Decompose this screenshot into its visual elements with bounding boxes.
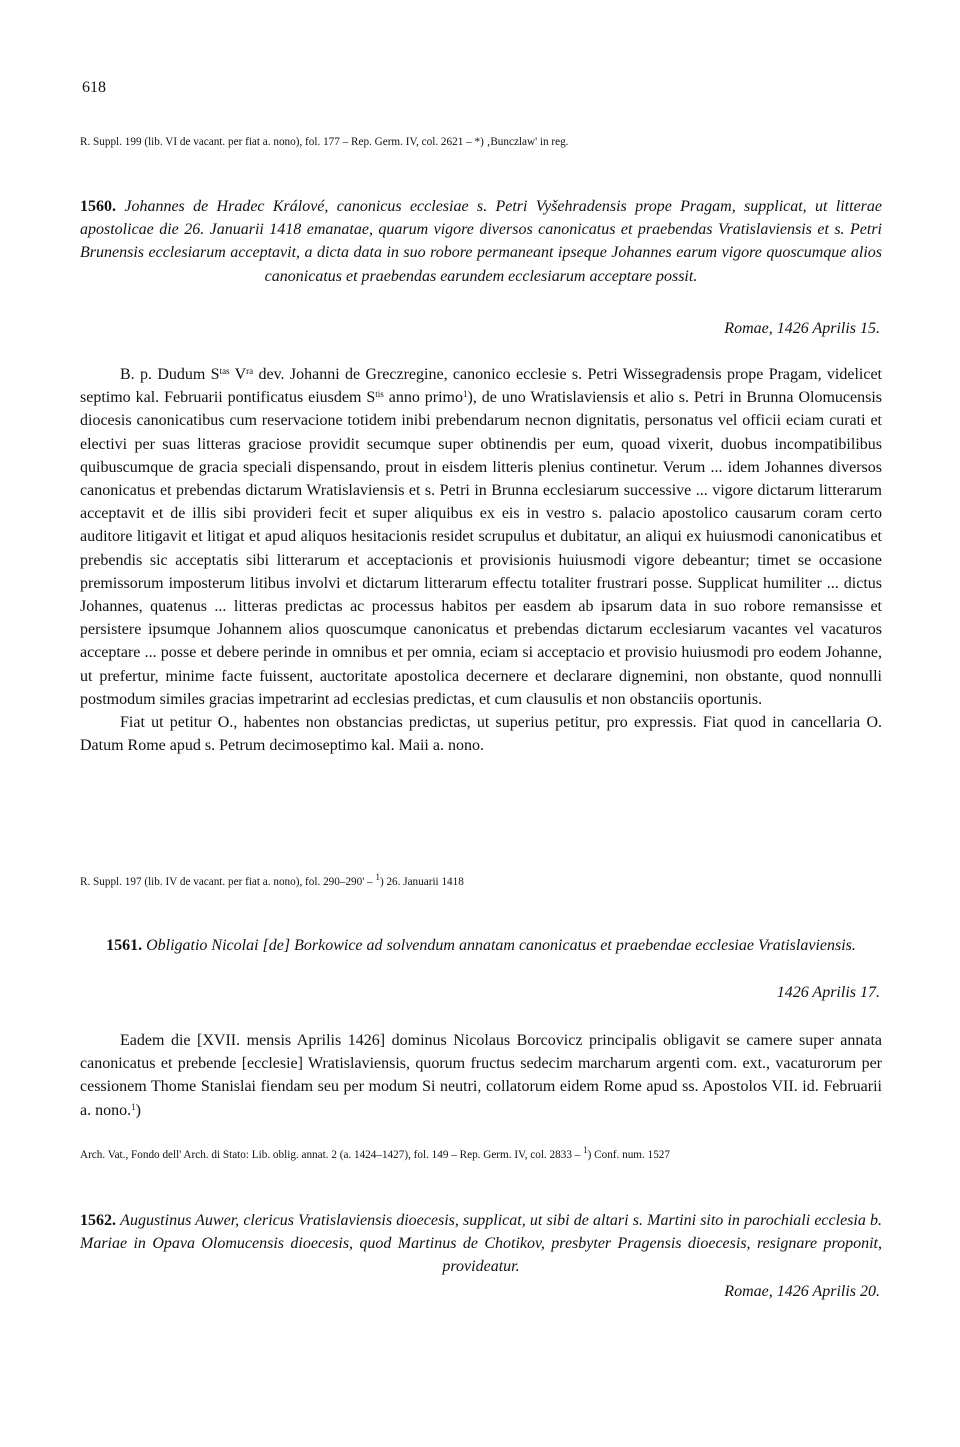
entry-number: 1561.: [106, 937, 143, 954]
body-paragraph: Fiat ut petitur O., habentes non obstancias predictas, ut superius petitur, pro expressis. Fiat quod in cancellaria O. Datum Rome apud s. Petrum decimoseptimo kal. Maii a. nono.: [80, 714, 882, 755]
entry-number: 1560.: [80, 198, 116, 215]
page-number: 618: [82, 79, 106, 96]
body-paragraph: B. p. Dudum $S^{tas}$ $V^{ra}$ dev. Johanni de Greczregine, canonico ecclesie s. Petri Wissegradensis prope Pragam, videlicet septimo kal. Februarii pontificatus eiusdem $S^{tis}$ anno primo$^1$), de uno Wratislaviensis et alio s. Petri in Brunna Olomucensis diocesis canonicatibus cum reservacione totidem inibi prebendarum necnon dignitatis, personatus vel officii eciam curati et electivi per suas litteras graciose providit secumque super obtinendis per eum, quoad vixerit, duobus incompatibilibus quibuscumque de gracia speciali dispensando, prout in eisdem litteris plenius continetur. Verum ... idem Johannes diversos canonicatus et prebendas dictarum Wratislaviensis et s. Petri in Brunna ecclesiarum successive ... vigore dictarum litterarum acceptavit et de illis sibi provideri fecit et super aliquibus ex eis in vestro s. palacio apostolico causarum coram certo auditore litigavit et litigat et apud aliquos hesitacionis residet scrupulus et dubitatur, an aliqui ex huiusmodi canonicatibus et prebendis sic acceptatis sibi litterarum et acceptacionis et provisionis huiusmodi vigore debeantur; timet se occasione premissorum imposterum litibus involvi et dictarum litterarum effectu totaliter frustrari posse. Supplicat humiliter ... dictus Johannes, quatenus ... litteras predictas ac processus habitos per easdem ab ipsarum data in suo robore remansisse et persistere ipsumque Johannem alios quoscumque canonicatus et prebendas dictarum ecclesiarum vacantes vel vacaturos acceptare ... posse et debere perinde in omnibus et per omnia, eciam si acceptacio et provisio huiusmodi pro eodem Johanne, ut prefertur, minime facte fuissent, auctoritate apostolica decernere et declarare dignemini, non obstante, quod nonnulli postmodum similes gracias impetrarint ad ecclesias predictas, et cum clausulis et non obstanciis oportunis.: [80, 366, 883, 708]
entry-heading: [80, 934, 882, 957]
entry-heading: [80, 195, 882, 288]
source-note: R. Suppl. 197 (lib. IV de vacant. per fiat a. nono), fol. 290–290' – $^1$) 26. Januarii 1418: [80, 872, 464, 888]
entry-summary: Obligatio Nicolai [de] Borkowice ad solvendum annatam canonicatus et praebendae ecclesiae Vratislaviensis.: [146, 937, 856, 954]
entry-summary: Johannes de Hradec Králové, canonicus ecclesiae s. Petri Vyšehradensis prope Pragam, supplicat, ut litterae apostolicae die 26. Januarii 1418 emanatae, quarum vigore diversos canonicatus et praebendas Vratislaviensis et s. Petri Brunensis ecclesiarum acceptavit, a dicta data in suo robore permaneant ipseque Johannes earum vigore quoscumque alios canonicatus et praebendas earundem ecclesiarum acceptare possit.: [80, 198, 883, 285]
entry-date: Romae, 1426 Aprilis 20.: [724, 1283, 880, 1300]
source-note: R. Suppl. 199 (lib. VI de vacant. per fiat a. nono), fol. 177 – Rep. Germ. IV, col. 2621 – *) ‚Bunczlaw' in reg.: [80, 136, 569, 148]
entry-summary: Augustinus Auwer, clericus Vratislaviensis dioecesis, supplicat, ut sibi de altari s. Martini sito in parochiali ecclesia b. Mariae in Opava Olomucensis dioecesis, quod Martinus de Chotikov, presbyter Pragensis dioecesis, resignare proponit, provideatur.: [80, 1212, 883, 1276]
entry-number: 1562.: [80, 1212, 116, 1229]
source-note: Arch. Vat., Fondo dell' Arch. di Stato: Lib. oblig. annat. 2 (a. 1424–1427), fol. 149 – Rep. Germ. IV, col. 2833 – $^1$) Conf. num. 1527: [80, 1145, 670, 1161]
entry-body: [80, 1029, 882, 1122]
entry-date: Romae, 1426 Aprilis 15.: [724, 320, 880, 337]
entry-body: [80, 363, 882, 757]
entry-heading: [80, 1209, 882, 1279]
entry-date: 1426 Aprilis 17.: [776, 984, 880, 1001]
body-paragraph: Eadem die [XVII. mensis Aprilis 1426] dominus Nicolaus Borcovicz principalis obligavit se camere super annata canonicatus et prebende [ecclesie] Wratislaviensis, quorum fructus sedecim marcharum argenti com. ext., vacaturorum per cessionem Thome Stanislai fiendam seu per modum Si neutri, collatorum eidem Rome apud ss. Apostolos VII. id. Februarii a. nono.$^1$): [80, 1032, 882, 1119]
